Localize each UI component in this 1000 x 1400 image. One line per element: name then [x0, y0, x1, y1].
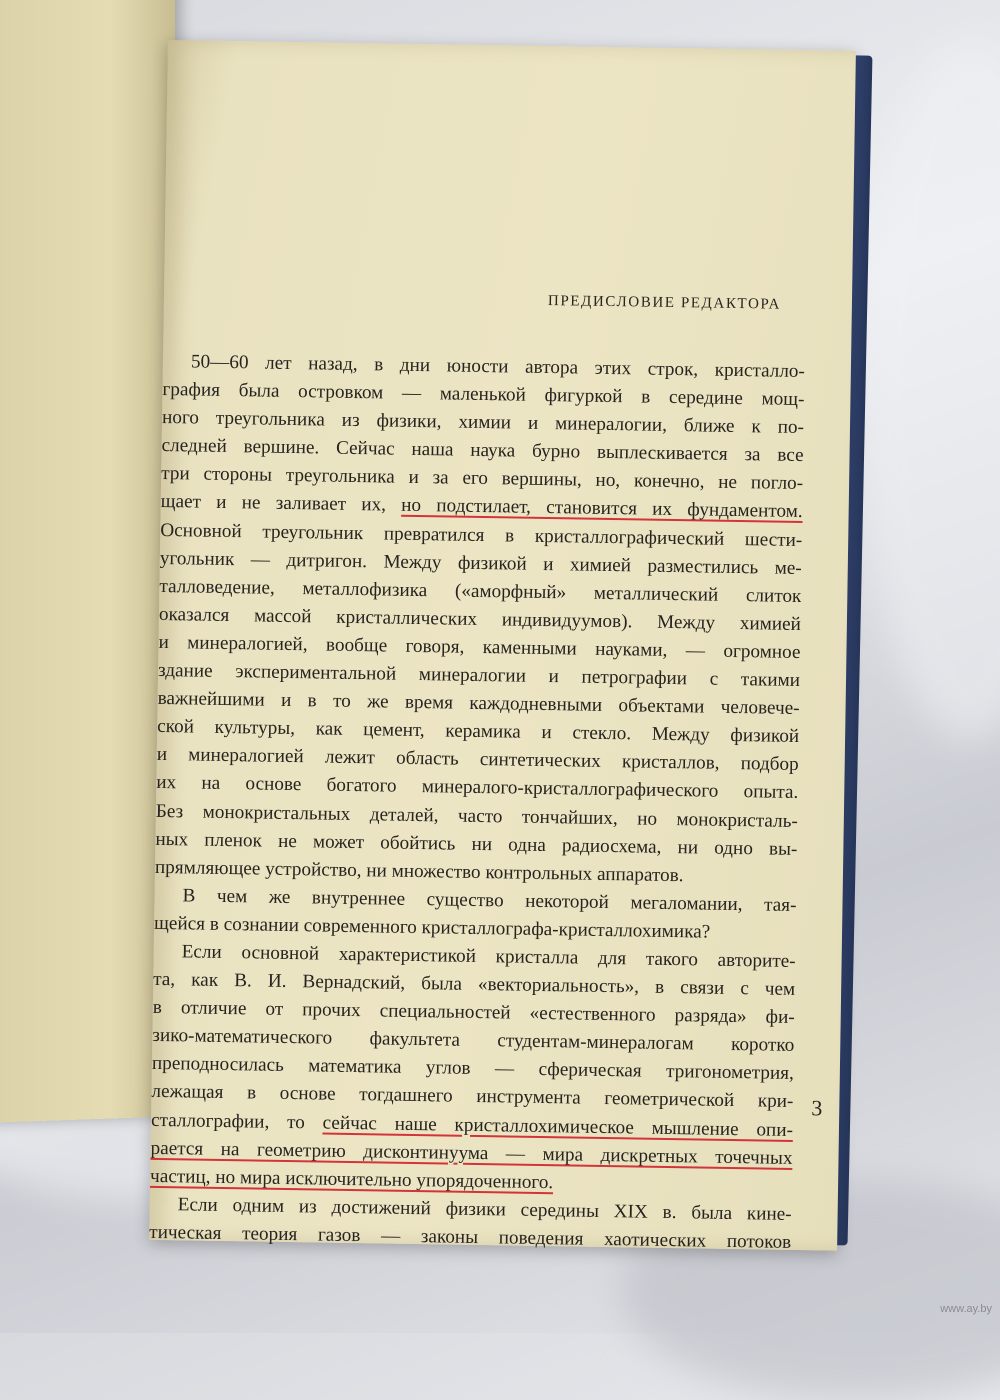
text-segment: следней вершине. Сейчас наша наука бурно выплескивается за все: [161, 435, 804, 467]
text-segment: тическая теория газов — законы поведения хаотических потоков: [149, 1221, 792, 1253]
text-segment: Если одним из достижений физики середины XIX в. была кине-: [177, 1194, 792, 1225]
text-segment: Основной треугольник превратился в кристаллографический шести-: [160, 519, 803, 551]
body-text: [149, 348, 805, 1257]
text-segment: три стороны треугольника и за его вершины, но, конечно, не погло-: [161, 463, 804, 495]
text-segment: их на основе богатого минералого-кристаллографического опыта.: [156, 772, 799, 804]
watermark: www.ay.by: [940, 1303, 992, 1315]
text-segment: та, как В. И. Вернадский, была «векториальность», в связи с чем: [153, 968, 796, 1001]
underlined-text: частиц, но мира исключительно упорядоченного.: [149, 1165, 554, 1193]
text-segment: преподносилась математика углов — сферическая тригонометрия,: [151, 1053, 795, 1085]
text-segment: в отличие от прочих специальностей «естественного разряда» фи-: [152, 997, 795, 1029]
underlined-text: сейчас наше кристаллохимическое мышление опи-: [322, 1112, 794, 1141]
text-segment: лежащая в основе тогдашнего инструмента геометрической кри-: [151, 1081, 794, 1113]
text-segment: зико-математического факультета студентам-минералогам коротко: [152, 1025, 795, 1057]
text-segment: Без монокристальных деталей, часто тончайших, но монокристаль-: [155, 800, 798, 832]
text-segment: сталлографии, то: [150, 1109, 323, 1134]
text-segment: талловедение, металлофизика («аморфный» металлический слиток: [159, 575, 802, 607]
text-segment: Если основной характеристикой кристалла для такого авторите-: [181, 941, 796, 972]
book-page: [149, 40, 856, 1251]
text-segment: 50—60 лет назад, в дни юности автора этих строк, кристалло-: [190, 351, 806, 383]
text-segment: графия была островком — маленькой фигуркой в середине мощ-: [162, 379, 805, 411]
underlined-text: но подстилает, становится их фундаментом.: [401, 495, 803, 523]
page-number: 3: [811, 1095, 823, 1121]
text-segment: угольник — дитригон. Между физикой и химией разместились ме-: [159, 547, 802, 579]
text-segment: здание экспериментальной минералогии и петрографии с такими: [157, 659, 801, 692]
left-page-edge: [0, 0, 175, 1124]
text-segment: важнейшими и в то же время каждодневными объектами человече-: [157, 688, 800, 720]
text-segment: и минералогией лежит область синтетических кристаллов, подбор: [156, 744, 799, 776]
page-heading: ПРЕДИСЛОВИЕ РЕДАКТОРА: [547, 293, 782, 313]
text-segment: и минералогией, вообще говоря, каменными науками, — огромное: [158, 631, 801, 663]
text-segment: В чем же внутреннее существо некоторой мегаломании, тая-: [182, 885, 797, 916]
text-segment: оказался массой кристаллических индивидуумов). Между химией: [158, 603, 802, 635]
underlined-text: рается на геометрию дисконтинуума — мира дискретных точечных: [150, 1137, 793, 1169]
text-segment: ных пленок не может обойтись ни одна радиосхема, ни одно вы-: [155, 828, 798, 860]
text-segment: ного треугольника из физики, химии и минералогии, ближе к по-: [161, 407, 805, 439]
text-segment: щает и не заливает их,: [160, 491, 402, 517]
text-segment: ской культуры, как цемент, керамика и стекло. Между физикой: [157, 716, 800, 748]
text-segment: щейся в сознании современного кристаллографа-кристаллохимика?: [153, 912, 711, 943]
cloth-fold: [860, 40, 1000, 740]
text-segment: прямляющее устройство, ни множество контрольных аппаратов.: [154, 856, 684, 886]
